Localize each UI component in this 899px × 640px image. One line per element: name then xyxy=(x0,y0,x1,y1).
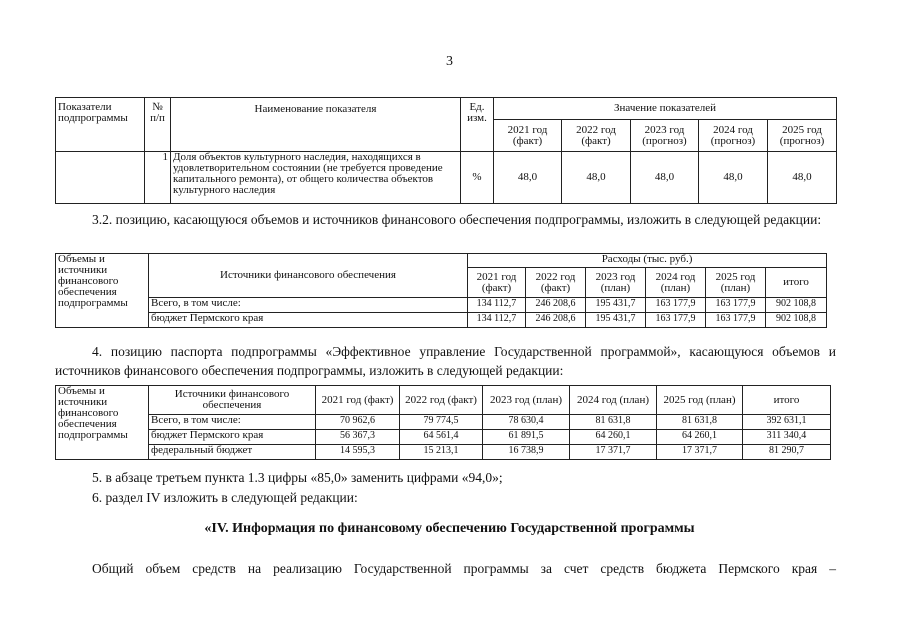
financing-table-2 xyxy=(55,385,831,460)
header-year: 2024 год (план) xyxy=(646,268,706,298)
paragraph-5: 5. в абзаце третьем пункта 1.3 цифры «85,0» заменить цифрами «94,0»; xyxy=(92,470,503,485)
paragraph-3-2: 3.2. позицию, касающуюся объемов и источников финансового обеспечения подпрограммы, изложить в следующей редакции: xyxy=(92,212,822,227)
row-value: 15 213,1 xyxy=(400,445,483,460)
row-label: Всего, в том числе: xyxy=(149,298,468,313)
header-year: 2022 год (факт) xyxy=(400,386,483,415)
table-row xyxy=(56,298,827,313)
row-value: 48,0 xyxy=(768,152,837,204)
row-label: Всего, в том числе: xyxy=(149,415,316,430)
header-indicator-name: Наименование показателя xyxy=(171,98,461,152)
header-unit: Ед. изм. xyxy=(461,98,494,152)
row-no: 1 xyxy=(145,152,171,204)
row-unit: % xyxy=(461,152,494,204)
row-value: 48,0 xyxy=(494,152,562,204)
header-year: 2021 год (факт) xyxy=(468,268,526,298)
row-value: 14 595,3 xyxy=(316,445,400,460)
header-sources: Источники финансового обеспечения xyxy=(149,386,316,415)
row-label: федеральный бюджет xyxy=(149,445,316,460)
row-value: 311 340,4 xyxy=(743,430,831,445)
paragraph-3-2-line1 xyxy=(92,210,835,248)
header-year: 2024 год (план) xyxy=(570,386,657,415)
row-value: 246 208,6 xyxy=(526,313,586,328)
row-value: 70 962,6 xyxy=(316,415,400,430)
header-year: 2023 год (план) xyxy=(586,268,646,298)
row-value: 163 177,9 xyxy=(646,298,706,313)
page-number: 3 xyxy=(446,54,453,69)
row-value: 56 367,3 xyxy=(316,430,400,445)
row-value: 81 290,7 xyxy=(743,445,831,460)
row-value: 81 631,8 xyxy=(657,415,743,430)
left-label: Объемы и источники финансового обеспечения подпрограммы xyxy=(56,254,149,328)
row-value: 78 630,4 xyxy=(483,415,570,430)
header-year: 2022 год (факт) xyxy=(526,268,586,298)
table-row xyxy=(56,152,837,204)
row-value: 246 208,6 xyxy=(526,298,586,313)
table-row xyxy=(56,430,831,445)
row-value: 64 561,4 xyxy=(400,430,483,445)
row-label: бюджет Пермского края xyxy=(149,313,468,328)
header-year: 2023 год (план) xyxy=(483,386,570,415)
row-value: 163 177,9 xyxy=(646,313,706,328)
header-sources: Источники финансового обеспечения xyxy=(149,254,468,298)
header-year-2023: 2023 год (прогноз) xyxy=(631,120,699,152)
indicators-table xyxy=(55,97,837,204)
header-year-2021: 2021 год (факт) xyxy=(494,120,562,152)
paragraph-final: Общий объем средств на реализацию Государственной программы за счет средств бюджета Пермского края – xyxy=(92,561,836,576)
section-title: «IV. Информация по финансовому обеспечению Государственной программы xyxy=(204,521,695,536)
row-indicator-name: Доля объектов культурного наследия, находящихся в удовлетворительном состоянии (не требуется проведение капитального ремонта), от общего количества объектов культурного наследия xyxy=(171,152,461,204)
header-year: 2021 год (факт) xyxy=(316,386,400,415)
header-indicators: Показатели подпрограммы xyxy=(56,98,145,152)
row-value: 134 112,7 xyxy=(468,313,526,328)
row-value: 48,0 xyxy=(631,152,699,204)
financing-table-1 xyxy=(55,253,827,328)
paragraph-6: 6. раздел IV изложить в следующей редакции: xyxy=(92,490,358,505)
row-value: 64 260,1 xyxy=(570,430,657,445)
header-year: 2025 год (план) xyxy=(657,386,743,415)
row-value: 16 738,9 xyxy=(483,445,570,460)
row-value: 17 371,7 xyxy=(657,445,743,460)
row-value: 902 108,8 xyxy=(766,313,827,328)
row-value: 48,0 xyxy=(562,152,631,204)
row-value: 195 431,7 xyxy=(586,313,646,328)
header-year-2022: 2022 год (факт) xyxy=(562,120,631,152)
header-expenses: Расходы (тыс. руб.) xyxy=(468,254,827,268)
table-row xyxy=(56,445,831,460)
paragraph-4: 4. позицию паспорта подпрограммы «Эффективное управление Государственной программой», касающуюся объемов и источников финансового обеспечения подпрограммы, изложить в следующей редакции: xyxy=(55,344,836,378)
header-no: № п/п xyxy=(145,98,171,152)
row-value: 48,0 xyxy=(699,152,768,204)
row-value: 64 260,1 xyxy=(657,430,743,445)
row-value: 195 431,7 xyxy=(586,298,646,313)
header-total: итого xyxy=(743,386,831,415)
header-values: Значение показателей xyxy=(494,98,837,120)
row-value: 134 112,7 xyxy=(468,298,526,313)
row-label: бюджет Пермского края xyxy=(149,430,316,445)
header-year-2025: 2025 год (прогноз) xyxy=(768,120,837,152)
row-value: 163 177,9 xyxy=(706,298,766,313)
table-row xyxy=(56,415,831,430)
table-row xyxy=(56,313,827,328)
header-year-2024: 2024 год (прогноз) xyxy=(699,120,768,152)
left-label: Объемы и источники финансового обеспечения подпрограммы xyxy=(56,386,149,460)
row-value: 61 891,5 xyxy=(483,430,570,445)
row-value: 902 108,8 xyxy=(766,298,827,313)
row-value: 17 371,7 xyxy=(570,445,657,460)
header-year: 2025 год (план) xyxy=(706,268,766,298)
row-value: 81 631,8 xyxy=(570,415,657,430)
row-value: 163 177,9 xyxy=(706,313,766,328)
row-value: 79 774,5 xyxy=(400,415,483,430)
row-value: 392 631,1 xyxy=(743,415,831,430)
header-total: итого xyxy=(766,268,827,298)
empty-cell xyxy=(56,152,145,204)
